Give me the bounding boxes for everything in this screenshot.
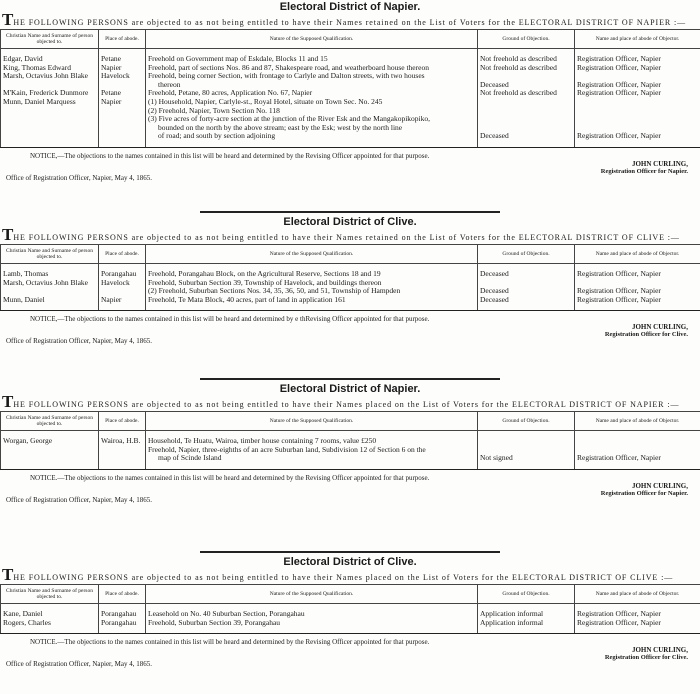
objector-line: [577, 98, 698, 107]
qualification-line: Freehold, Te Mata Block, 40 acres, part of land in application 161: [148, 295, 346, 304]
signatory-name: JOHN CURLING,: [631, 323, 688, 332]
objectors-cell: [575, 604, 700, 634]
name-line: Marsh, Octavius John Blake: [3, 72, 88, 81]
name-line: King, Thomas Edward: [3, 63, 71, 72]
signatory-name: JOHN CURLING,: [631, 481, 688, 490]
intro-text: HE FOLLOWING PERSONS are objected to as not being entitled to have their Names placed on the List of Voters for the ELECTORAL DISTRICT OF NAPIER :—: [13, 400, 680, 409]
section-rule: [200, 211, 500, 213]
column-header: Place of abode.: [99, 412, 146, 431]
objector-line: [577, 107, 698, 116]
signatory-title: Registration Officer for Clive.: [604, 331, 688, 339]
objector-line: Registration Officer, Napier: [577, 454, 661, 463]
ground-line: Deceased: [480, 287, 509, 296]
ground-line: [480, 115, 572, 124]
column-header: Ground of Objection.: [478, 412, 575, 431]
qualifications-cell: [146, 264, 478, 311]
intro-statement: [0, 565, 700, 584]
ground-line: Deceased: [480, 270, 509, 278]
column-header: Christian Name and Surname of person objected to.: [1, 30, 99, 49]
name-line: Kane, Daniel: [3, 610, 43, 618]
ground-line: [480, 98, 572, 107]
column-header: Name and place of abode of Objector.: [575, 245, 700, 264]
abode-line: Petane: [101, 89, 121, 98]
signatory-title: Registration Officer for Napier.: [600, 167, 688, 175]
objectors-cell: [575, 264, 700, 311]
column-header: Nature of the Supposed Qualification.: [146, 245, 478, 264]
ground-line: Not freehold as described: [480, 55, 557, 63]
qualification-line: Household, Te Huatu, Wairoa, timber house containing 7 rooms, value £250: [148, 437, 377, 445]
ground-line: Not freehold as described: [480, 63, 557, 72]
objector-line: Registration Officer, Napier: [577, 89, 661, 98]
abode-line: Havelock: [101, 278, 130, 287]
abodes-cell: [99, 431, 146, 470]
intro-statement: [0, 225, 700, 244]
ground-line: Deceased: [480, 295, 509, 304]
table-row: [1, 49, 700, 148]
ground-line: Deceased: [480, 132, 509, 141]
grounds-cell: [478, 49, 575, 148]
district-title: Electoral District of Clive.: [283, 556, 417, 568]
district-title: Electoral District of Napier.: [279, 383, 421, 395]
qualifications-cell: [146, 431, 478, 470]
column-header: Nature of the Supposed Qualification.: [146, 412, 478, 431]
objector-line: [577, 72, 698, 81]
objections-table: [0, 411, 700, 470]
objector-line: Registration Officer, Napier: [577, 295, 661, 304]
qualification-line: thereon: [158, 80, 181, 89]
notice-block: [0, 634, 700, 669]
objections-table: [0, 29, 700, 148]
column-header: Nature of the Supposed Qualification.: [146, 30, 478, 49]
qualification-line: (1) Household, Napier, Carlyle-st., Royal Hotel, situate on Town Sec. No. 245: [148, 97, 383, 106]
abode-line: [101, 287, 143, 296]
table-row: [1, 431, 700, 470]
table-row: [1, 264, 700, 311]
abode-line: Havelock: [101, 72, 130, 81]
objection-notice-section: [0, 555, 700, 669]
qualification-line: Freehold on Government map of Eskdale, Blocks 11 and 15: [148, 55, 328, 63]
abode-line: Wairoa, H.B.: [101, 437, 141, 445]
notice-block: [0, 311, 700, 346]
ground-line: Deceased: [480, 80, 509, 89]
grounds-cell: [478, 431, 575, 470]
office-line: Office of Registration Officer, Napier, May 4, 1865.: [6, 337, 152, 346]
qualifications-cell: [146, 604, 478, 634]
name-line: Munn, Daniel: [3, 295, 45, 304]
qualification-line: Freehold, Suburban Section 39, Porangahau: [148, 618, 281, 627]
objector-line: [577, 115, 698, 124]
notice-text: NOTICE.—The objections to the names contained in this list will be heard and determined by the Revising Officer appointed for that purpose.: [30, 638, 430, 647]
notice-text: NOTICE,—The objections to the names contained in this list will be heard and determined by e thRevising Officer appointed for that purpose.: [30, 315, 430, 324]
table-row: [1, 604, 700, 634]
objector-line: Registration Officer, Napier: [577, 63, 661, 72]
abode-line: Napier: [101, 97, 122, 106]
objectors-cell: [575, 49, 700, 148]
names-cell: [1, 431, 99, 470]
intro-text: HE FOLLOWING PERSONS are objected to as not being entitled to have their Names retained on the List of Voters for the ELECTORAL DISTRICT OF CLIVE :—: [13, 233, 680, 242]
intro-statement: [0, 10, 700, 29]
abodes-cell: [99, 49, 146, 148]
qualification-line: (2) Freehold, Napier, Town Section No. 118: [148, 106, 280, 115]
qualification-line: Freehold, Porangahau Block, on the Agricultural Reserve, Sections 18 and 19: [148, 270, 381, 278]
name-line: Lamb, Thomas: [3, 270, 49, 278]
signatory-title: Registration Officer for Clive.: [604, 654, 688, 662]
abodes-cell: [99, 604, 146, 634]
ground-line: Not signed: [480, 454, 513, 463]
qualification-line: Freehold, being corner Section, with frontage to Carlyle and Dalton streets, with two houses: [148, 72, 425, 81]
section-rule: [200, 378, 500, 380]
column-header: Christian Name and Surname of person objected to.: [1, 412, 99, 431]
objector-line: [577, 437, 698, 446]
ground-line: Application informal: [480, 618, 544, 627]
ground-line: [480, 279, 572, 288]
intro-text: HE FOLLOWING PERSONS are objected to as not being entitled to have their Names placed on the List of Voters for the ELECTORAL DISTRICT OF CLIVE :—: [13, 573, 674, 582]
column-header: Place of abode.: [99, 585, 146, 604]
column-header: Ground of Objection.: [478, 30, 575, 49]
qualification-line: (2) Freehold, Suburban Sections Nos. 34, 35, 36, 50, and 51, Township of Hampden: [148, 287, 401, 296]
names-cell: [1, 264, 99, 311]
qualification-line: of road; and south by section adjoining: [158, 132, 276, 141]
ground-line: Not freehold as described: [480, 89, 557, 98]
objector-line: [577, 279, 698, 288]
objector-line: Registration Officer, Napier: [577, 610, 661, 618]
ground-line: [480, 107, 572, 116]
intro-statement: [0, 392, 700, 411]
notice-block: [0, 470, 700, 504]
abode-line: Petane: [101, 55, 121, 63]
column-header: Ground of Objection.: [478, 585, 575, 604]
objector-line: Registration Officer, Napier: [577, 618, 661, 627]
objections-table: [0, 584, 700, 634]
objector-line: Registration Officer, Napier: [577, 80, 661, 89]
ground-line: [480, 437, 572, 446]
abode-line: Napier: [101, 295, 122, 304]
office-line: Office of Registration Officer, Napier, May 4, 1865.: [6, 660, 152, 669]
objector-line: Registration Officer, Napier: [577, 132, 661, 141]
abode-line: Porangahau: [101, 618, 137, 627]
objector-line: [577, 446, 698, 455]
objector-line: Registration Officer, Napier: [577, 287, 661, 296]
ground-line: [480, 124, 572, 133]
objector-line: Registration Officer, Napier: [577, 270, 661, 278]
district-title: Electoral District of Napier.: [279, 1, 421, 13]
column-header: Place of abode.: [99, 30, 146, 49]
abode-line: Napier: [101, 63, 122, 72]
ground-line: [480, 446, 572, 455]
section-rule: [200, 551, 500, 553]
name-line: Marsh, Octavius John Blake: [3, 278, 88, 287]
objectors-cell: [575, 431, 700, 470]
abode-line: Porangahau: [101, 270, 137, 278]
name-line: Rogers, Charles: [3, 618, 51, 627]
ground-line: Application informal: [480, 610, 544, 618]
objections-table: [0, 244, 700, 311]
column-header: Christian Name and Surname of person objected to.: [1, 245, 99, 264]
objection-notice-section: [0, 215, 700, 346]
qualification-line: Leasehold on No. 40 Suburban Section, Porangahau: [148, 610, 305, 618]
office-line: Office of Registration Officer, Napier, May 4, 1865.: [6, 173, 152, 182]
signatory-name: JOHN CURLING,: [631, 646, 688, 655]
names-cell: [1, 604, 99, 634]
ground-line: [480, 72, 572, 81]
intro-dropcap: T: [2, 392, 14, 411]
abode-line: Porangahau: [101, 610, 137, 618]
qualification-line: bounded on the north by the above stream; east by the Esk; west by the north line: [158, 123, 403, 132]
column-header: Name and place of abode of Objector.: [575, 412, 700, 431]
notice-block: [0, 148, 700, 182]
notice-text: NOTICE,—The objections to the names contained in this list will be heard and determined by the Revising Officer appointed for that purpose.: [30, 151, 430, 160]
column-header: Name and place of abode of Objector.: [575, 585, 700, 604]
name-line: M'Kain, Frederick Dunmore: [3, 89, 89, 98]
office-line: Office of Registration Officer, Napier, May 4, 1865.: [6, 495, 152, 504]
qualifications-cell: [146, 49, 478, 148]
names-cell: [1, 49, 99, 148]
intro-dropcap: T: [2, 10, 14, 29]
qualification-line: Freehold, part of sections Nos. 86 and 87, Shakespeare road, and weatherboard house thereon: [148, 63, 429, 72]
qualification-line: map of Scinde Island: [158, 454, 222, 463]
intro-dropcap: T: [2, 565, 14, 584]
abodes-cell: [99, 264, 146, 311]
grounds-cell: [478, 604, 575, 634]
intro-text: HE FOLLOWING PERSONS are objected to as not being entitled to have their Names retained on the List of Voters for the ELECTORAL DISTRICT OF NAPIER :—: [13, 18, 687, 27]
intro-dropcap: T: [2, 225, 14, 244]
name-line: Edgar, David: [3, 55, 43, 63]
abode-line: [101, 81, 143, 90]
qualification-line: Freehold, Petane, 80 acres, Application No. 67, Napier: [148, 89, 313, 98]
signatory-title: Registration Officer for Napier.: [600, 489, 688, 497]
objector-line: Registration Officer, Napier: [577, 55, 661, 63]
notice-text: NOTICE.—The objections to the names contained in this list will be heard and determined by the Revising Officer appointed for that purpose.: [30, 473, 430, 482]
column-header: Nature of the Supposed Qualification.: [146, 585, 478, 604]
column-header: Place of abode.: [99, 245, 146, 264]
objection-notice-section: [0, 382, 700, 504]
district-title: Electoral District of Clive.: [283, 216, 417, 228]
name-line: Worgan, George: [3, 437, 53, 445]
column-header: Name and place of abode of Objector.: [575, 30, 700, 49]
name-line: Munn, Daniel Marquess: [3, 97, 76, 106]
qualification-line: Freehold, Suburban Section 39, Township of Havelock, and buildings thereon: [148, 278, 382, 287]
column-header: Ground of Objection.: [478, 245, 575, 264]
qualification-line: Freehold, Napier, three-eighths of an acre Suburban land, Subdivision 12 of Section 6 on the: [148, 445, 426, 454]
objector-line: [577, 124, 698, 133]
objection-notice-section: [0, 0, 700, 182]
column-header: Christian Name and Surname of person objected to.: [1, 585, 99, 604]
grounds-cell: [478, 264, 575, 311]
signatory-name: JOHN CURLING,: [631, 159, 688, 168]
qualification-line: (3) Five acres of forty-acre section at the junction of the River Esk and the Mangakopikopiko,: [148, 115, 430, 124]
name-line: [3, 81, 96, 90]
name-line: [3, 287, 96, 296]
